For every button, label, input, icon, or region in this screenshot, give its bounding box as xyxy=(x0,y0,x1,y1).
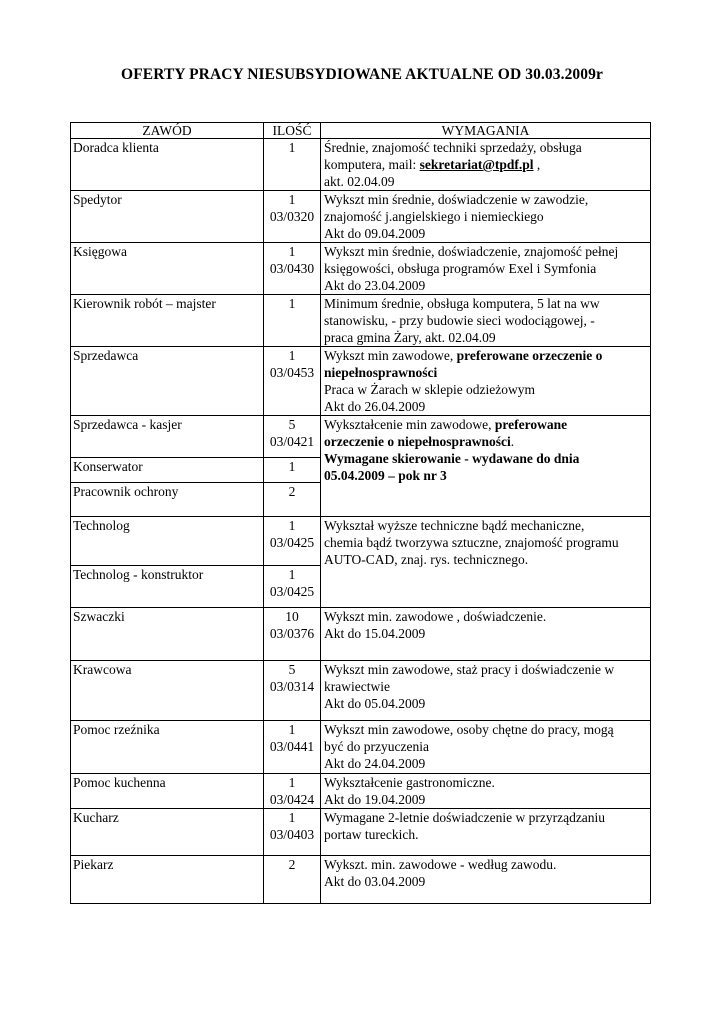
offer-number: 03/0421 xyxy=(269,434,315,449)
offer-number: 03/0441 xyxy=(269,739,315,754)
job-title: Sprzedawca xyxy=(71,347,264,416)
job-count: 1 xyxy=(264,139,321,191)
table-row xyxy=(71,809,651,856)
job-title: Krawcowa xyxy=(71,661,264,721)
job-requirements: Wykszt min. zawodowe , doświadczenie. Akt do 15.04.2009 xyxy=(321,608,651,661)
job-count: 1 03/0424 xyxy=(264,774,321,809)
job-count: 1 03/0453 xyxy=(264,347,321,416)
job-offers-table xyxy=(70,122,651,904)
job-requirements: Wykszt. min. zawodowe - według zawodu. Akt do 03.04.2009 xyxy=(321,856,651,904)
job-title: Pomoc rzeźnika xyxy=(71,721,264,774)
job-count: 5 03/0314 xyxy=(264,661,321,721)
table-row xyxy=(71,774,651,809)
job-title: Doradca klienta xyxy=(71,139,264,191)
job-requirements: Wykszt min zawodowe, preferowane orzeczenie o niepełnosprawności Praca w Żarach w sklepie odzieżowym Akt do 26.04.2009 xyxy=(321,347,651,416)
offer-number: 03/0403 xyxy=(269,827,315,842)
job-title: Konserwator xyxy=(71,458,264,483)
job-title: Kierownik robót – majster xyxy=(71,295,264,347)
job-count: 1 03/0425 xyxy=(264,566,321,608)
job-requirements: Wykształ wyższe techniczne bądź mechaniczne, chemia bądź tworzywa sztuczne, znajomość programu AUTO-CAD, znaj. rys. technicznego. xyxy=(321,517,651,608)
offer-number: 03/0376 xyxy=(269,626,315,641)
job-count: 1 03/0403 xyxy=(264,809,321,856)
job-count: 2 xyxy=(264,856,321,904)
job-title: Piekarz xyxy=(71,856,264,904)
job-count: 2 xyxy=(264,483,321,517)
table-row xyxy=(71,295,651,347)
table-row xyxy=(71,661,651,721)
column-header-ilosc: ILOŚĆ xyxy=(264,123,321,139)
table-row xyxy=(71,191,651,243)
job-title: Pomoc kuchenna xyxy=(71,774,264,809)
offer-number: 03/0425 xyxy=(269,584,315,599)
page-title: OFERTY PRACY NIESUBSYDIOWANE AKTUALNE OD 30.03.2009r xyxy=(121,66,603,83)
job-title: Księgowa xyxy=(71,243,264,295)
job-requirements: Wykształcenie gastronomiczne. Akt do 19.04.2009 xyxy=(321,774,651,809)
table-row xyxy=(71,243,651,295)
table-row xyxy=(71,517,651,566)
job-title: Szwaczki xyxy=(71,608,264,661)
job-count: 5 03/0421 xyxy=(264,416,321,458)
job-title: Kucharz xyxy=(71,809,264,856)
job-count: 1 03/0320 xyxy=(264,191,321,243)
job-title: Pracownik ochrony xyxy=(71,483,264,517)
table-row xyxy=(71,139,651,191)
column-header-wymagania: WYMAGANIA xyxy=(321,123,651,139)
job-requirements: Wykształcenie min zawodowe, preferowane orzeczenie o niepełnosprawności. Wymagane skierowanie - wydawane do dnia 05.04.2009 – pok nr 3 xyxy=(321,416,651,517)
job-count: 10 03/0376 xyxy=(264,608,321,661)
job-requirements: Minimum średnie, obsługa komputera, 5 lat na ww stanowisku, - przy budowie sieci wodociągowej, - praca gmina Żary, akt. 02.04.09 xyxy=(321,295,651,347)
job-count: 1 xyxy=(264,295,321,347)
job-requirements: Wykszt min średnie, doświadczenie, znajomość pełnej księgowości, obsługa programów Exel i Symfonia Akt do 23.04.2009 xyxy=(321,243,651,295)
column-header-zawod: ZAWÓD xyxy=(71,123,264,139)
job-requirements: Wykszt min zawodowe, staż pracy i doświadczenie w krawiectwie Akt do 05.04.2009 xyxy=(321,661,651,721)
job-requirements: Wymagane 2-letnie doświadczenie w przyrządzaniu portaw tureckich. xyxy=(321,809,651,856)
offer-number: 03/0320 xyxy=(269,209,315,224)
job-title: Technolog xyxy=(71,517,264,566)
table-row xyxy=(71,608,651,661)
table-row xyxy=(71,347,651,416)
job-requirements: Wykszt min zawodowe, osoby chętne do pracy, mogą być do przyuczenia Akt do 24.04.2009 xyxy=(321,721,651,774)
table-row xyxy=(71,856,651,904)
offer-number: 03/0430 xyxy=(269,261,315,276)
offer-number: 03/0425 xyxy=(269,535,315,550)
job-count: 1 03/0425 xyxy=(264,517,321,566)
job-count: 1 03/0430 xyxy=(264,243,321,295)
job-count: 1 xyxy=(264,458,321,483)
offer-number: 03/0424 xyxy=(269,792,315,807)
job-requirements: Wykszt min średnie, doświadczenie w zawodzie, znajomość j.angielskiego i niemieckiego Akt do 09.04.2009 xyxy=(321,191,651,243)
job-count: 1 03/0441 xyxy=(264,721,321,774)
offer-number: 03/0314 xyxy=(269,679,315,694)
table-row xyxy=(71,721,651,774)
email-link[interactable]: sekretariat@tpdf.pl xyxy=(419,157,534,172)
table-row xyxy=(71,416,651,458)
job-title: Technolog - konstruktor xyxy=(71,566,264,608)
job-title: Sprzedawca - kasjer xyxy=(71,416,264,458)
job-title: Spedytor xyxy=(71,191,264,243)
job-requirements: Średnie, znajomość techniki sprzedaży, obsługa komputera, mail: sekretariat@tpdf.pl , akt. 02.04.09 xyxy=(321,139,651,191)
offer-number: 03/0453 xyxy=(269,365,315,380)
table-header-row xyxy=(71,123,651,139)
